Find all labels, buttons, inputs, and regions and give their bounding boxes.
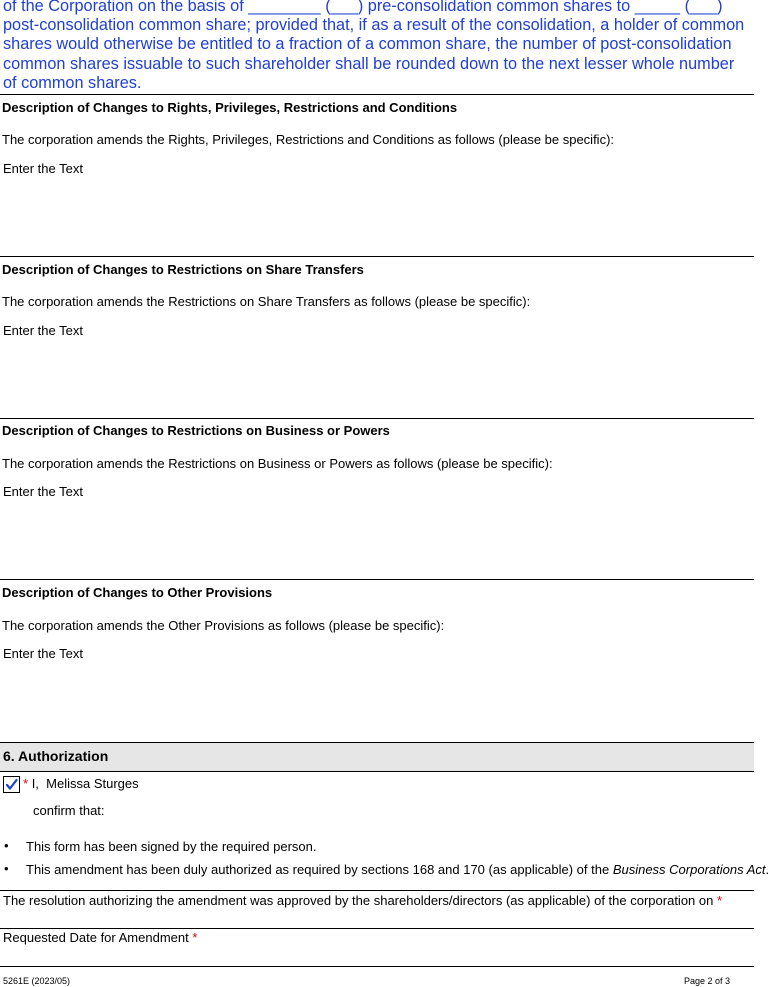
bullet-signed-statement: This form has been signed by the required person. — [26, 839, 317, 854]
requested-date-field[interactable] — [3, 930, 197, 945]
resolution-date-label: The resolution authorizing the amendment was approved by the shareholders/directors (as applicable) of the corporation on — [3, 893, 714, 908]
authorization-title: 6. Authorization — [3, 748, 109, 764]
section-divider — [0, 418, 754, 419]
bullet-icon: • — [4, 838, 9, 853]
confirm-prefix: I, — [31, 776, 39, 791]
required-asterisk: * — [23, 776, 29, 791]
form-code: 5261E (2023/05) — [3, 976, 71, 986]
authorization-checkbox[interactable] — [3, 776, 20, 793]
signer-name: Melissa Sturges — [46, 776, 139, 791]
bullet-authorized-text: This amendment has been duly authorized as required by sections 168 and 170 (as applicable) of the — [26, 862, 613, 877]
bullet-authorized-suffix: . — [765, 862, 769, 877]
authorization-header — [0, 742, 754, 772]
required-asterisk: * — [716, 893, 723, 908]
authorization-statement — [23, 776, 139, 791]
act-name: Business Corporations Act — [612, 862, 766, 877]
requested-date-label: Requested Date for Amendment — [3, 930, 189, 945]
rights-text-field[interactable]: Enter the Text — [3, 161, 83, 176]
post-consolidation-ratio-paren[interactable]: (___) — [680, 0, 723, 15]
section-title-business-powers: Description of Changes to Restrictions on Business or Powers — [2, 423, 390, 438]
pre-consolidation-ratio-paren[interactable]: (___) — [320, 0, 368, 15]
resolution-date-field[interactable] — [3, 893, 722, 908]
pre-consolidation-ratio-blank[interactable]: ________ — [248, 0, 321, 15]
field-divider — [0, 890, 754, 891]
bullet-authorized-statement — [26, 862, 769, 877]
other-provisions-text-field[interactable]: Enter the Text — [3, 646, 83, 661]
consolidation-mid: pre-consolidation common shares to — [367, 0, 635, 15]
section-divider — [0, 579, 754, 580]
required-asterisk: * — [192, 930, 198, 945]
consolidation-rest: post-consolidation common share; provided that, if as a result of the consolidation, a holder of common shares would otherwise be entitled to a fraction of a common share, the number of post-consolidation common shares issuable to such shareholder shall be rounded down to the next lesser whole number of common shares. — [3, 16, 745, 92]
page-number: Page 2 of 3 — [683, 976, 730, 986]
section-description-share-transfers: The corporation amends the Restrictions on Share Transfers as follows (please be specific): — [2, 294, 531, 309]
section-description-other-provisions: The corporation amends the Other Provisions as follows (please be specific): — [2, 618, 445, 633]
confirm-that-label: confirm that: — [33, 803, 105, 818]
section-title-other-provisions: Description of Changes to Other Provisions — [2, 585, 273, 600]
field-divider — [0, 928, 754, 929]
section-divider — [0, 94, 754, 95]
section-divider — [0, 256, 754, 257]
post-consolidation-ratio-blank[interactable]: _____ — [634, 0, 681, 15]
bullet-icon: • — [4, 861, 9, 876]
section-description-business-powers: The corporation amends the Restrictions on Business or Powers as follows (please be specific): — [2, 456, 553, 471]
section-title-share-transfers: Description of Changes to Restrictions on Share Transfers — [2, 262, 364, 277]
checkmark-icon — [5, 778, 18, 791]
consolidation-prefix: of the Corporation on the basis of — [3, 0, 249, 15]
section-description-rights: The corporation amends the Rights, Privileges, Restrictions and Conditions as follows (please be specific): — [2, 132, 615, 147]
consolidation-paragraph — [3, 0, 751, 93]
section-title-rights: Description of Changes to Rights, Privileges, Restrictions and Conditions — [2, 100, 458, 115]
business-powers-text-field[interactable]: Enter the Text — [3, 484, 83, 499]
share-transfers-text-field[interactable]: Enter the Text — [3, 323, 83, 338]
footer-divider — [0, 966, 754, 967]
